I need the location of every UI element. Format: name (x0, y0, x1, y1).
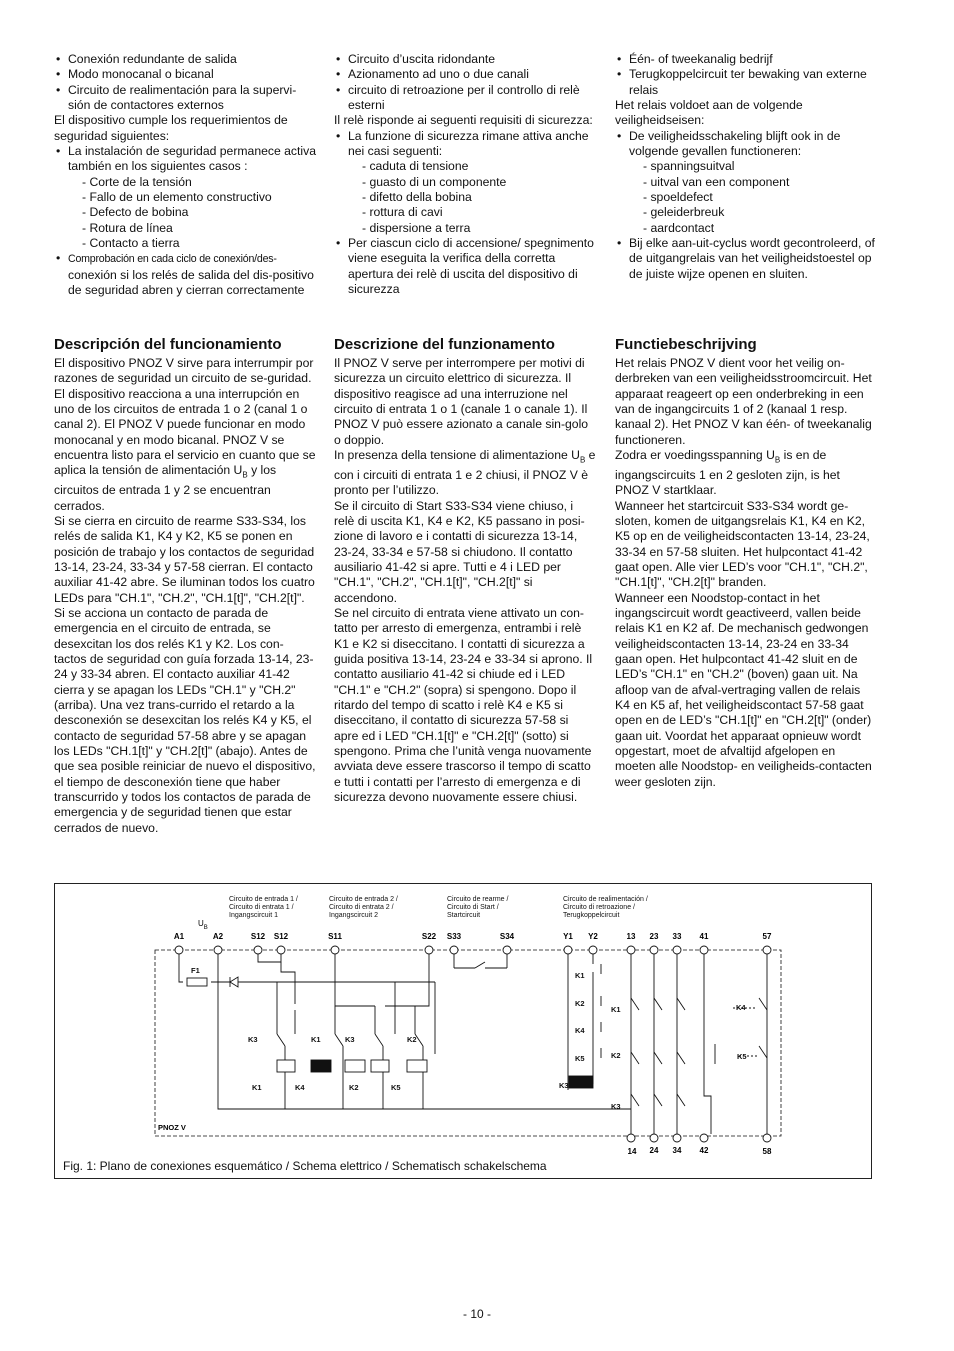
es-p1-text: El dispositivo PNOZ V sirve para interrumpir por razones de seguridad un circuito de se-guridad. El dispositivo reacciona a una interrupción en uno de los circuitos de entrada 1 o 2 (canal 1 o canal 2). El PNOZ V puede funcionar en modo monocanal y en modo bicanal. PNOZ V se encuentra listo para el servicio en cuanto que se aplica la tensión de alimentación U (54, 356, 316, 478)
es-bullet-a (54, 144, 316, 251)
it-intro: Il relè risponde ai seguenti requisiti di sicurezza: (334, 113, 593, 128)
it-dash-4: - rottura di cavi (362, 205, 596, 220)
terminal-24: 24 (649, 1146, 659, 1155)
out-K2: K2 (611, 1051, 621, 1060)
terminal-58: 58 (762, 1147, 772, 1156)
contact-K2: K2 (407, 1035, 417, 1044)
ub-u: U (198, 919, 204, 928)
wiring-lines (179, 954, 767, 1134)
group-3-line-2: Circuito di Start / (447, 904, 499, 911)
fb-K1: K1 (575, 971, 585, 980)
nl-paragraph-3: Wanneer het startcircuit S33-S34 wordt ge-sloten, komen de uitgangsrelais K1, K4 en K2, K5 op en de veiligheidscontacten 13-14, 23-24, 33-34 en 57-58 sluiten. Het hulpcontact 41-42 gaat open. Alle vier LED’s voor "CH.1", "CH.2", "CH.1[t]", "CH.2[t]" branden. (615, 498, 870, 590)
italian-feature-column (334, 52, 596, 298)
es-bullet-b (54, 251, 316, 298)
es-intro: El dispositivo cumple los requerimientos de seguridad siguientes: (54, 113, 288, 143)
group-1-line-1: Circuito de entrada 1 / (229, 896, 298, 903)
nl-paragraph-2 (615, 448, 877, 498)
es-dash-3: - Defecto de bobina (82, 205, 316, 220)
figure-caption: Fig. 1: Plano de conexiones esquemático / Schema elettrico / Schematisch schakelschema (63, 1159, 547, 1173)
fb-K4: K4 (575, 1026, 585, 1035)
relay-labels (191, 966, 747, 1111)
out-K5: K5 (737, 1052, 747, 1061)
nl-p2-end: is en de ingangscircuits 1 en 2 gesloten zijn, is het PNOZ V startklaar. (615, 448, 840, 498)
es-dash-4: - Rotura de línea (82, 221, 316, 236)
it-bullet-1: • Circuito d’uscita ridondante (334, 52, 596, 67)
relay-label-K4: K4 (295, 1083, 305, 1092)
dutch-feature-column (615, 52, 877, 282)
it-bullet-3: • circuito di retroazione per il controllo di relè esterni (334, 83, 596, 114)
it-bullet-a-text: La funzione di sicurezza rimane attiva anche nei casi seguenti: (348, 128, 589, 159)
nl-dash-1: - spanningsuitval (643, 159, 877, 174)
it-p2-end: e con i circuiti di entrata 1 e 2 chiusi, il PNOZ V è pronto per l’utilizzo. (334, 448, 596, 498)
terminal-57: 57 (762, 932, 772, 941)
it-paragraph-4: Se nel circuito di entrata viene attivato un con-tatto per arresto di emergenza, entrambi i relè K1 e K2 si diseccitano. I contatti di sicurezza a guida positiva 13-14, 23-24 e 33-34 si aprono. Il contatto ausiliario 41-42 si chiude ed i LED "CH.1" e "CH.2" (sopra) si spengono. Dopo il ritardo del tempo di scatto i relè K4 e K5 si diseccitano, il contatto di sicurezza 57-58 si apre ed i LED "CH.1[t]" e "CH.2[t]" (sotto) si spengono. Prima che l’unità venga nuovamente avviata deve essere trascorso il tempo di scatto e tutti i contatti per l’arresto di emergenza e di sicurezza devono nuovamente essere chiusi. (334, 605, 593, 805)
terminal-13: 13 (626, 932, 636, 941)
out-K1: K1 (611, 1005, 621, 1014)
nl-intro: Het relais voldoet aan de volgende veiligheidseisen: (615, 98, 803, 128)
out-K4: K4 (736, 1003, 746, 1012)
terminal-Y2: Y2 (588, 932, 598, 941)
nl-heading: Functiebeschrijving (615, 336, 757, 353)
es-bullet-1: • Conexión redundante de salida (54, 52, 316, 67)
nl-bullet-1: • Één- of tweekanalig bedrijf (615, 52, 877, 67)
relay-label-K2: K2 (349, 1083, 359, 1092)
page-number: - 10 - (462, 1307, 491, 1321)
it-bullet-2: • Azionamento ad uno o due canali (334, 67, 596, 82)
group-4-line-3: Terugkoppelcircuit (563, 912, 620, 919)
group-4-line-1: Circuito de realimentación / (563, 896, 648, 903)
nl-p2-sub: B (774, 455, 781, 465)
nl-bullet-a-text: De veiligheidsschakeling blijft ook in de volgende gevallen functioneren: (629, 128, 841, 159)
contact-K1: K1 (311, 1035, 321, 1044)
es-paragraph-3: Si se acciona un contacto de parada de emergencia en el circuito de entrada, se desexcitan los dos relés K1 y K2. Los con-tactos de seguridad con guía forzada 13-14, 23-24 y 33-34 abren. El contacto auxiliar 41-42 cierra y se apagan los LEDs "CH.1" y "CH.2" (arriba). Una vez trans-currido el retardo a la desconexión se desexcitan los relés K4 y K5, el contacto de seguridad 57-58 abre y se apagan los LEDs "CH.1[t]" y "CH.2[t]" (abajo). Antes de que sea posible reiniciar de nuevo el dispositivo, el tiempo de desconexión tiene que haber transcurrido y todos los contactos de parada de emergencia y de seguridad tienen que estar cerrados de nuevo. (54, 605, 316, 835)
nl-description (615, 356, 877, 790)
relay-label-K1: K1 (252, 1083, 262, 1092)
it-dash-2: - guasto di un componente (362, 175, 596, 190)
relay-coils (277, 1060, 593, 1088)
terminal-S22: S22 (421, 932, 437, 941)
group-3-line-1: Circuito de rearme / (447, 896, 509, 903)
terminal-S12a: S12 (250, 932, 266, 941)
relay-label-K5: K5 (391, 1083, 401, 1092)
wiring-diagram-figure (54, 883, 872, 1179)
terminal-A1: A1 (173, 932, 185, 941)
terminal-S11: S11 (328, 932, 342, 941)
terminal-34: 34 (672, 1146, 682, 1155)
contact-K3a: K3 (248, 1035, 258, 1044)
device-label: PNOZ V (158, 1123, 186, 1132)
nl-dash-4: - geleiderbreuk (643, 205, 877, 220)
spanish-feature-column (54, 52, 316, 299)
terminal-14: 14 (627, 1147, 637, 1156)
it-paragraph-3: Se il circuito di Start S33-S34 viene chiuso, i relè di uscita K1, K4 e K2, K5 passano in posi-zione di lavoro e i contatti di sicurezza 13-14, 23-24, 33-34 e 57-58 si chiudono. Il contatto ausiliario 41-42 si apre. Tutti e 4 i LED per "CH.1", "CH.2", "CH.1[t]", "CH.2[t]" si accendono. (334, 498, 585, 605)
nl-bullet-a (615, 129, 877, 236)
nl-bullet-2: • Terugkoppelcircuit ter bewaking van externe relais (615, 67, 877, 98)
fb-K2: K2 (575, 999, 585, 1008)
es-description (54, 356, 316, 836)
nl-dash-2: - uitval van een component (643, 175, 877, 190)
es-dash-5: - Contacto a tierra (82, 236, 316, 251)
fb-K5: K5 (575, 1054, 585, 1063)
group-2-line-2: Circuito di entrata 2 / (329, 904, 394, 911)
it-dash-1: - caduta di tensione (362, 159, 596, 174)
terminal-Y1: Y1 (563, 932, 573, 941)
nl-dash-5: - aardcontact (643, 221, 877, 236)
group-4-line-2: Circuito di retroazione / (563, 904, 635, 911)
group-1-line-3: Ingangscircuit 1 (229, 912, 279, 919)
es-heading: Descripción del funcionamiento (54, 336, 282, 353)
terminal-S33: S33 (446, 932, 462, 941)
group-3-line-3: Startcircuit (447, 912, 481, 919)
it-dash-3: - difetto della bobina (362, 190, 596, 205)
es-paragraph-1 (54, 356, 316, 514)
es-p1-sub: B (242, 470, 248, 480)
it-p2-sub: B (579, 455, 586, 465)
es-bullet-2: • Modo monocanal o bicanal (54, 67, 316, 82)
group-2-line-3: Ingangscircuit 2 (329, 912, 379, 919)
relay-label-K3: K3 (559, 1081, 569, 1090)
it-bullet-b: • Per ciascun ciclo di accensione/ spegnimento viene eseguita la verifica della corretta apertura dei relè di uscita del dispositivo di sicurezza (334, 236, 596, 297)
top-terminals (174, 932, 772, 941)
terminal-S34: S34 (499, 932, 515, 941)
group-2-line-1: Circuito de entrada 2 / (329, 896, 398, 903)
nl-bullet-b: • Bij elke aan-uit-cyclus wordt gecontroleerd, of de uitgangrelais van het veiligheidstoestel op de juiste wijze openen en sluiten. (615, 236, 877, 282)
es-bullet-3: • Circuito de realimentación para la supervi-sión de contactores externos (54, 83, 316, 114)
bottom-terminals (628, 1146, 772, 1156)
es-paragraph-2: Si se cierra en circuito de rearme S33-S34, los relés de salida K1, K4 y K2, K5 se ponen en posición de trabajo y los contactos de seguridad 13-14, 23-24, 33-34 y 57-58 cierran. El contacto auxiliar 41-42 abre. Se iluminan todos los cuatro LEDs para "CH.1", "CH.2", "CH.1[t]", "CH.2[t]". (54, 513, 315, 605)
it-paragraph-2 (334, 448, 596, 498)
ub-label (198, 919, 208, 931)
es-bullet-a-text: La instalación de seguridad permanece activa también en los siguientes casos : (68, 144, 316, 174)
es-bullet-b-small: Comprobación en cada ciclo de conexión/des- (68, 253, 277, 266)
terminal-A2: A2 (212, 932, 224, 941)
wiring-diagram (55, 884, 871, 1178)
out-K3: K3 (611, 1102, 621, 1111)
it-description (334, 356, 596, 805)
nl-p2-text: Zodra er voedingsspanning U (615, 448, 775, 463)
terminal-33: 33 (672, 932, 682, 941)
es-bullet-b-rest: conexión si los relés de salida del dis-positivo de seguridad abren y cierran correctamente (68, 267, 314, 298)
ub-sub: B (203, 925, 208, 931)
es-dash-1: - Corte de la tensión (82, 175, 316, 190)
it-bullet-a (334, 129, 596, 236)
it-paragraph-1: Il PNOZ V serve per interrompere per motivi di sicurezza un circuito elettrico di sicurezza. Il dispositivo reagisce ad una interruzione nel circuito di entrata 1 o 1 (canale 1 o canale 1). Il PNOZ V può essere azionato a canale sin-golo o doppio. (334, 356, 589, 447)
es-dash-2: - Fallo de un elemento constructivo (82, 190, 316, 205)
circuit-group-labels (229, 896, 648, 919)
nl-paragraph-4: Wanneer een Noodstop-contact in het ingangscircuit wordt geactiveerd, vallen beide relais K1 en K2 af. De mechanisch gedwongen veiligheidscontacten 13-14, 23-24 en 33-34 gaan open. Het hulpcontact 41-42 sluit en de LED’s "CH.1" en "CH.2" (boven) gaan uit. Na afloop van de afval-vertraging vallen de relais K4 en K5 af, het veiligheidscontact 57-58 gaat open en de LED’s "CH.1[t]" en "CH.2[t]" (onder) gaan uit. Voordat het apparaat opnieuw wordt opgestart, moet de afvaltijd afgelopen en moeten alle Noodstop- en veiligheids-contacten weer gesloten zijn. (615, 590, 872, 789)
terminal-23: 23 (649, 932, 659, 941)
terminal-42: 42 (699, 1146, 709, 1155)
it-p2-text: In presenza della tensione di alimentazione U (334, 448, 580, 463)
es-p1-end: y los circuitos de entrada 1 y 2 se encuentran cerrados. (54, 463, 277, 513)
fuse-label: F1 (191, 966, 200, 975)
terminal-41: 41 (699, 932, 709, 941)
terminal-S12b: S12 (273, 932, 289, 941)
bottom-terminal-circles (627, 1134, 771, 1142)
it-heading: Descrizione del funzionamento (334, 336, 555, 353)
nl-dash-3: - spoeldefect (643, 190, 877, 205)
contact-K3b: K3 (345, 1035, 355, 1044)
nl-paragraph-1: Het relais PNOZ V dient voor het veilig on-derbreken van een veiligheidsstroomcircuit. Het apparaat reageert op een onderbreking in een van de ingangcircuits 1 of 2 (kanaal 1 resp. kanaal 2). Het PNOZ V kan één- of tweekanalig functioneren. (615, 356, 872, 447)
group-1-line-2: Circuito di entrata 1 / (229, 904, 294, 911)
it-dash-5: - dispersione a terra (362, 221, 596, 236)
